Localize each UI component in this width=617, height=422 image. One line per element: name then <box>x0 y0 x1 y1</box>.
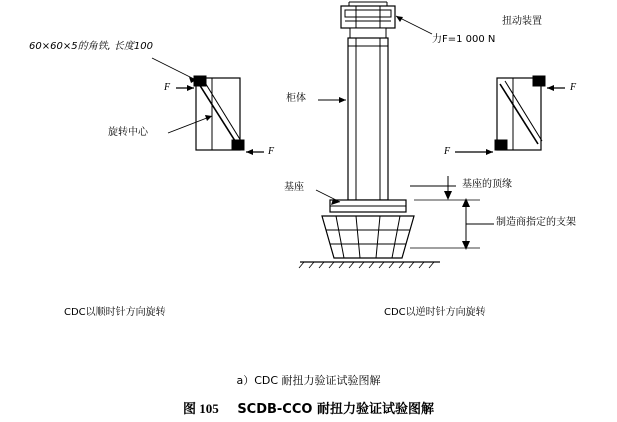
label-base-top-edge: 基座的顶缘 <box>462 179 512 190</box>
label-force-value <box>432 34 495 46</box>
figure-subcaption: a）CDC 耐扭力验证试验图解 <box>236 374 381 387</box>
label-force-right-upper: F <box>570 82 577 93</box>
label-rotation-center: 旋转中心 <box>108 127 148 138</box>
label-force-left-upper: F <box>164 82 171 93</box>
figure-caption <box>0 398 617 417</box>
note-clockwise-rotation: CDC以顺时针方向旋转 <box>64 307 166 318</box>
figure-number: 图 105 <box>183 401 219 416</box>
label-force-left-lower: F <box>268 146 275 157</box>
label-cabinet: 柜体 <box>286 93 306 104</box>
label-base: 基座 <box>284 182 304 193</box>
label-angle-steel: 60×60×5的角铁, 长度100 <box>29 41 154 52</box>
label-manufacturer-bracket: 制造商指定的支架 <box>496 217 576 228</box>
label-force-right-lower: F <box>444 146 451 157</box>
note-counterclockwise-rotation: CDC以逆时针方向旋转 <box>384 307 486 318</box>
label-force-value-text: 力F=1 000 N <box>432 34 496 45</box>
figure-title: SCDB-CCO 耐扭力验证试验图解 <box>237 402 434 417</box>
label-torsion-device: 扭动装置 <box>502 16 542 27</box>
